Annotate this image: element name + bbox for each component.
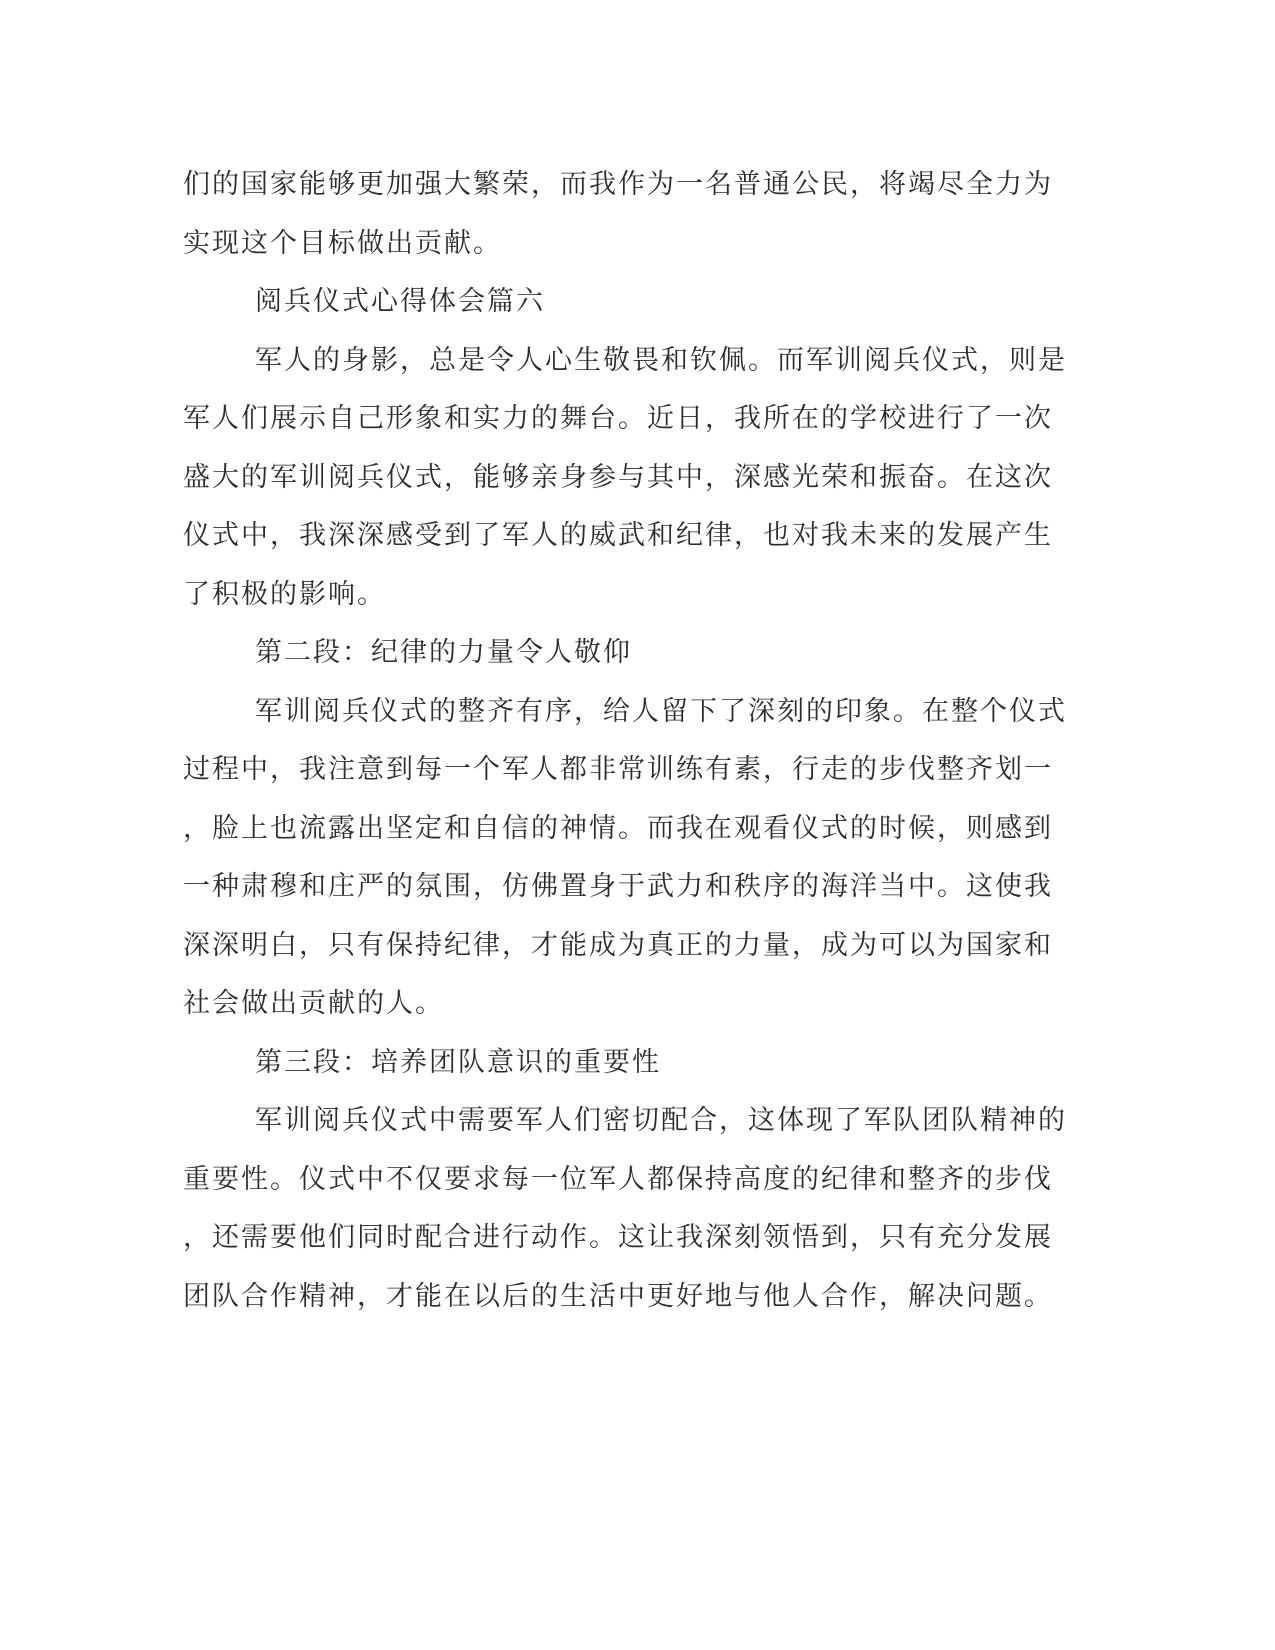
text-line: ，脸上也流露出坚定和自信的神情。而我在观看仪式的时候，则感到 (183, 812, 1053, 844)
text-line: 过程中，我注意到每一个军人都非常训练有素，行走的步伐整齐划一 (183, 754, 1053, 785)
paragraph-start-line: 军人的身影，总是令人心生敬畏和钦佩。而军训阅兵仪式，则是 (255, 344, 1067, 376)
section-heading: 第三段：培养团队意识的重要性 (255, 1046, 661, 1078)
text-line: 仪式中，我深深感受到了军人的威武和纪律，也对我未来的发展产生 (183, 520, 1053, 551)
document-body (183, 156, 1067, 1326)
text-line: 重要性。仪式中不仅要求每一位军人都保持高度的纪律和整齐的步伐 (183, 1163, 1053, 1195)
text-line: 实现这个目标做出贡献。 (183, 227, 502, 259)
paragraph-start-line: 军训阅兵仪式的整齐有序，给人留下了深刻的印象。在整个仪式 (255, 695, 1067, 727)
text-line: 深深明白，只有保持纪律，才能成为真正的力量，成为可以为国家和 (183, 929, 1053, 961)
text-line: 社会做出贡献的人。 (183, 988, 444, 1019)
text-line: 军人们展示自己形象和实力的舞台。近日，我所在的学校进行了一次 (183, 403, 1053, 434)
text-line: 们的国家能够更加强大繁荣，而我作为一名普通公民，将竭尽全力为 (183, 169, 1053, 200)
text-line: 盛大的军训阅兵仪式，能够亲身参与其中，深感光荣和振奋。在这次 (183, 461, 1053, 493)
section-heading: 第二段：纪律的力量令人敬仰 (255, 637, 632, 668)
text-line: 了积极的影响。 (183, 578, 386, 610)
text-line: ，还需要他们同时配合进行动作。这让我深刻领悟到，只有充分发展 (183, 1222, 1053, 1253)
section-heading: 阅兵仪式心得体会篇六 (255, 286, 545, 317)
text-line: 一种肃穆和庄严的氛围，仿佛置身于武力和秩序的海洋当中。这使我 (183, 871, 1053, 902)
paragraph-start-line: 军训阅兵仪式中需要军人们密切配合，这体现了军队团队精神的 (255, 1105, 1067, 1136)
text-line: 团队合作精神，才能在以后的生活中更好地与他人合作，解决问题。 (183, 1280, 1053, 1312)
